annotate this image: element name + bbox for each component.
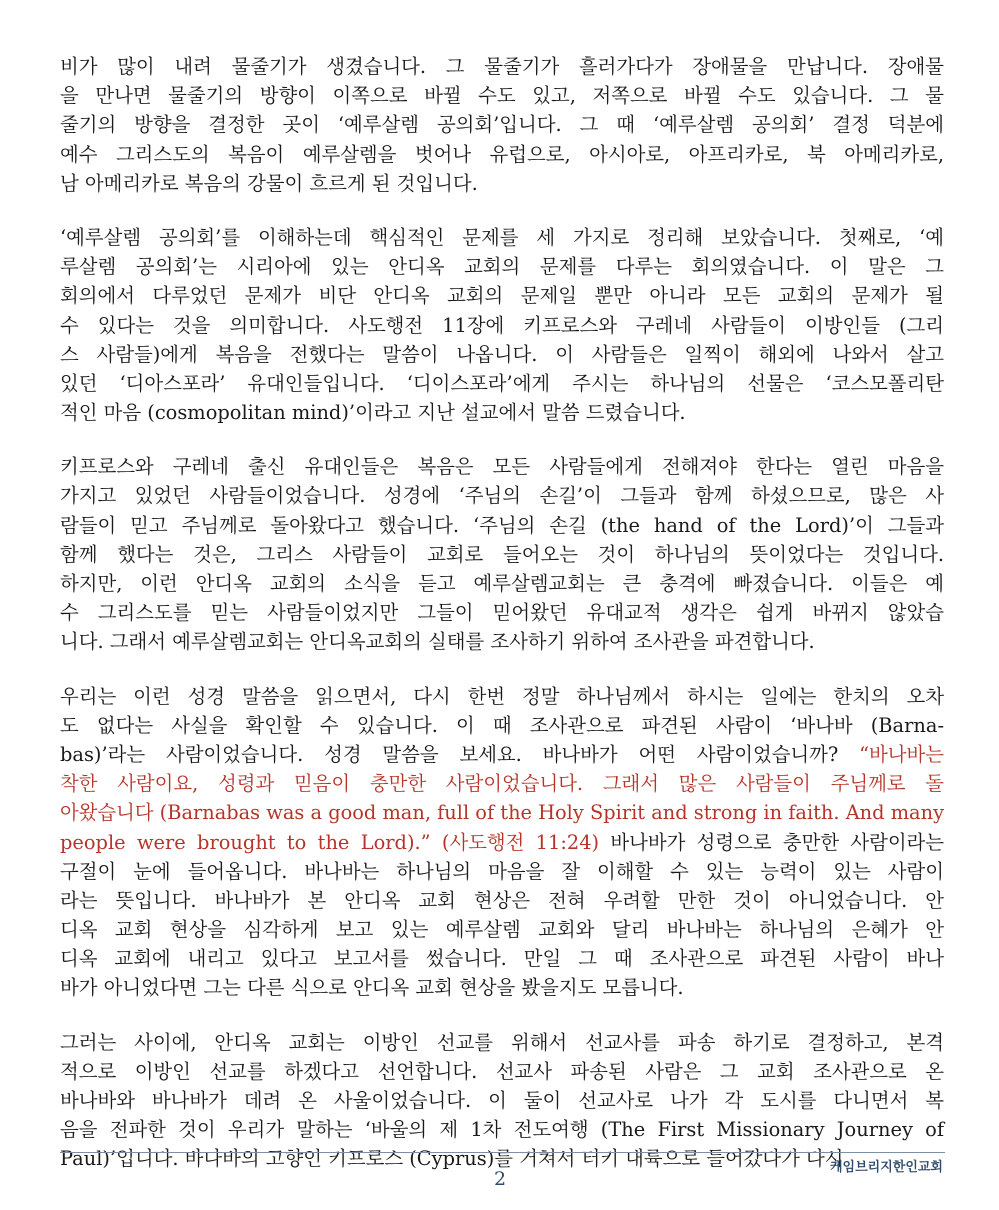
church-name: 케임브리지한인교회 [829, 1160, 943, 1175]
body-text: 남 아메리카로 복음의 강물이 흐르게 된 것입니다. [60, 171, 478, 195]
text-line [60, 944, 944, 973]
text-line [60, 1115, 944, 1144]
text-line [60, 369, 944, 398]
text-line [60, 711, 944, 740]
body-text: 을 만나면 물줄기의 방향이 이쪽으로 바뀔 수도 있고, 저쪽으로 바뀔 수도 있습니다. 그 물 [60, 84, 944, 108]
text-line [60, 1028, 944, 1057]
body-text: 바나바가 성령으로 충만한 사람이라는 [599, 830, 945, 854]
body-text: 구절이 눈에 들어옵니다. 바나바는 하나님의 마음을 잘 이해할 수 있는 능력이 있는 사람이 [60, 859, 944, 883]
text-line [60, 281, 944, 310]
text-line [60, 52, 944, 81]
text-line [60, 828, 944, 857]
body-text: 루살렘 공의회’는 시리아에 있는 안디옥 교회의 문제를 다루는 회의였습니다. 이 말은 그 [60, 255, 944, 279]
scripture-quote-text: 아왔습니다 (Barnabas was a good man, full of the Holy Spirit and strong in faith. And many [60, 801, 944, 825]
body-text: 디옥 교회에 내리고 있다고 보고서를 썼습니다. 만일 그 때 조사관으로 파견된 사람이 바나 [60, 947, 944, 971]
sermon-body [60, 52, 944, 1199]
body-text: 함께 했다는 것은, 그리스 사람들이 교회로 들어오는 것이 하나님의 뜻이었다는 것입니다. [60, 542, 944, 566]
body-text: 예수 그리스도의 복음이 예루살렘을 벗어나 유럽으로, 아시아로, 아프리카로, 북 아메리카로, [60, 142, 945, 166]
text-line [60, 110, 944, 139]
text-line [60, 223, 944, 252]
text-line [60, 311, 944, 340]
text-line [60, 769, 944, 798]
body-text: 있던 ‘디아스포라’ 유대인들입니다. ‘디이스포라’에게 주시는 하나님의 선물은 ‘코스모폴리탄 [60, 371, 944, 395]
footer-divider [60, 1152, 945, 1153]
text-line [60, 252, 944, 281]
scripture-quote-text: people were brought to the Lord).” (사도행전 11:24) [60, 830, 600, 854]
body-text: 비가 많이 내려 물줄기가 생겼습니다. 그 물줄기가 흘러가다가 장애물을 만납니다. 장애물 [60, 55, 944, 78]
text-line [60, 569, 944, 598]
body-text: 수 있다는 것을 의미합니다. 사도행전 11장에 키프로스와 구레네 사람들이 이방인들 (그리 [60, 313, 944, 337]
text-line [60, 973, 944, 1002]
body-text: bas)’라는 사람이었습니다. 성경 말씀을 보세요. 바나바가 어떤 사람이었습니까? [60, 742, 860, 766]
body-text: 그러는 사이에, 안디옥 교회는 이방인 선교를 위해서 선교사를 파송 하기로 결정하고, 본격 [60, 1030, 944, 1054]
body-text: 바가 아니었다면 그는 다른 식으로 안디옥 교회 현상을 봤을지도 모릅니다. [60, 976, 684, 1000]
page-number: 2 [493, 1168, 507, 1190]
text-line [60, 169, 944, 198]
body-text: ‘예루살렘 공의회’를 이해하는데 핵심적인 문제를 세 가지로 정리해 보았습니다. 첫째로, ‘예 [60, 225, 944, 249]
body-text: 우리는 이런 성경 말씀을 읽으면서, 다시 한번 정말 하나님께서 하시는 일에는 한치의 오차 [60, 684, 944, 708]
paragraph-3 [60, 452, 944, 656]
text-line [60, 81, 944, 110]
text-line [60, 481, 944, 510]
body-text: 스 사람들)에게 복음을 전했다는 말씀이 나옵니다. 이 사람들은 일찍이 해외에 나와서 살고 [60, 342, 944, 366]
body-text: 라는 뜻입니다. 바나바가 본 안디옥 교회 현상은 전혀 우려할 만한 것이 아니었습니다. 안 [60, 888, 944, 912]
text-line [60, 1057, 944, 1086]
text-line [60, 452, 944, 481]
body-text: 적으로 이방인 선교를 하겠다고 선언합니다. 선교사 파송된 사람은 그 교회 조사관으로 온 [60, 1059, 944, 1083]
text-line [60, 798, 944, 827]
body-text: 가지고 있었던 사람들이었습니다. 성경에 ‘주님의 손길’이 그들과 함께 하셨으므로, 많은 사 [60, 484, 944, 508]
text-line [60, 857, 944, 886]
text-line [60, 682, 944, 711]
body-text: Paul)’입니다. 바나바의 고향인 키프로스 (Cyprus)를 거쳐서 터키 내륙으로 들어갔다가 다시 [60, 1147, 844, 1171]
text-line [60, 398, 944, 427]
text-line [60, 740, 944, 769]
body-text: 줄기의 방향을 결정한 곳이 ‘예루살렘 공의회’입니다. 그 때 ‘예루살렘 공의회’ 결정 덕분에 [60, 113, 944, 137]
text-line [60, 886, 944, 915]
body-text: 니다. 그래서 예루살렘교회는 안디옥교회의 실태를 조사하기 위하여 조사관을 파견합니다. [60, 630, 815, 654]
body-text: 적인 마음 (cosmopolitan mind)’이라고 지난 설교에서 말씀 드렸습니다. [60, 401, 686, 425]
paragraph-4 [60, 682, 944, 1003]
text-line [60, 511, 944, 540]
paragraph-2 [60, 223, 944, 427]
body-text: 키프로스와 구레네 출신 유대인들은 복음은 모든 사람들에게 전해져야 한다는 열린 마음을 [60, 455, 944, 479]
body-text: 람들이 믿고 주님께로 돌아왔다고 했습니다. ‘주님의 손길 (the hand of the Lord)’이 그들과 [60, 513, 944, 537]
body-text: 도 없다는 사실을 확인할 수 있습니다. 이 때 조사관으로 파견된 사람이 ‘바나바 (Barna- [60, 713, 944, 737]
body-text: 수 그리스도를 믿는 사람들이었지만 그들이 믿어왔던 유대교적 생각은 쉽게 바뀌지 않았습 [60, 601, 944, 625]
text-line [60, 915, 944, 944]
body-text: 디옥 교회 현상을 심각하게 보고 있는 예루살렘 교회와 달리 바나바는 하나님의 은혜가 안 [60, 918, 944, 942]
text-line [60, 540, 944, 569]
body-text: 음을 전파한 것이 우리가 말하는 ‘바울의 제 1차 전도여행 (The First Missionary Journey of [60, 1118, 944, 1142]
text-line [60, 140, 944, 169]
scripture-quote-text: 착한 사람이요, 성령과 믿음이 충만한 사람이었습니다. 그래서 많은 사람들이 주님께로 돌 [60, 772, 944, 796]
text-line [60, 598, 944, 627]
text-line [60, 340, 944, 369]
paragraph-1 [60, 52, 944, 198]
text-line [60, 627, 944, 656]
body-text: 회의에서 다루었던 문제가 비단 안디옥 교회의 문제일 뿐만 아니라 모든 교회의 문제가 될 [60, 284, 944, 308]
scripture-quote-text: “바나바는 [859, 742, 944, 766]
text-line [60, 1086, 944, 1115]
body-text: 하지만, 이런 안디옥 교회의 소식을 듣고 예루살렘교회는 큰 충격에 빠졌습니다. 이들은 예 [60, 572, 944, 595]
body-text: 바나바와 바나바가 데려 온 사울이었습니다. 이 둘이 선교사로 나가 각 도시를 다니면서 복 [60, 1089, 944, 1112]
